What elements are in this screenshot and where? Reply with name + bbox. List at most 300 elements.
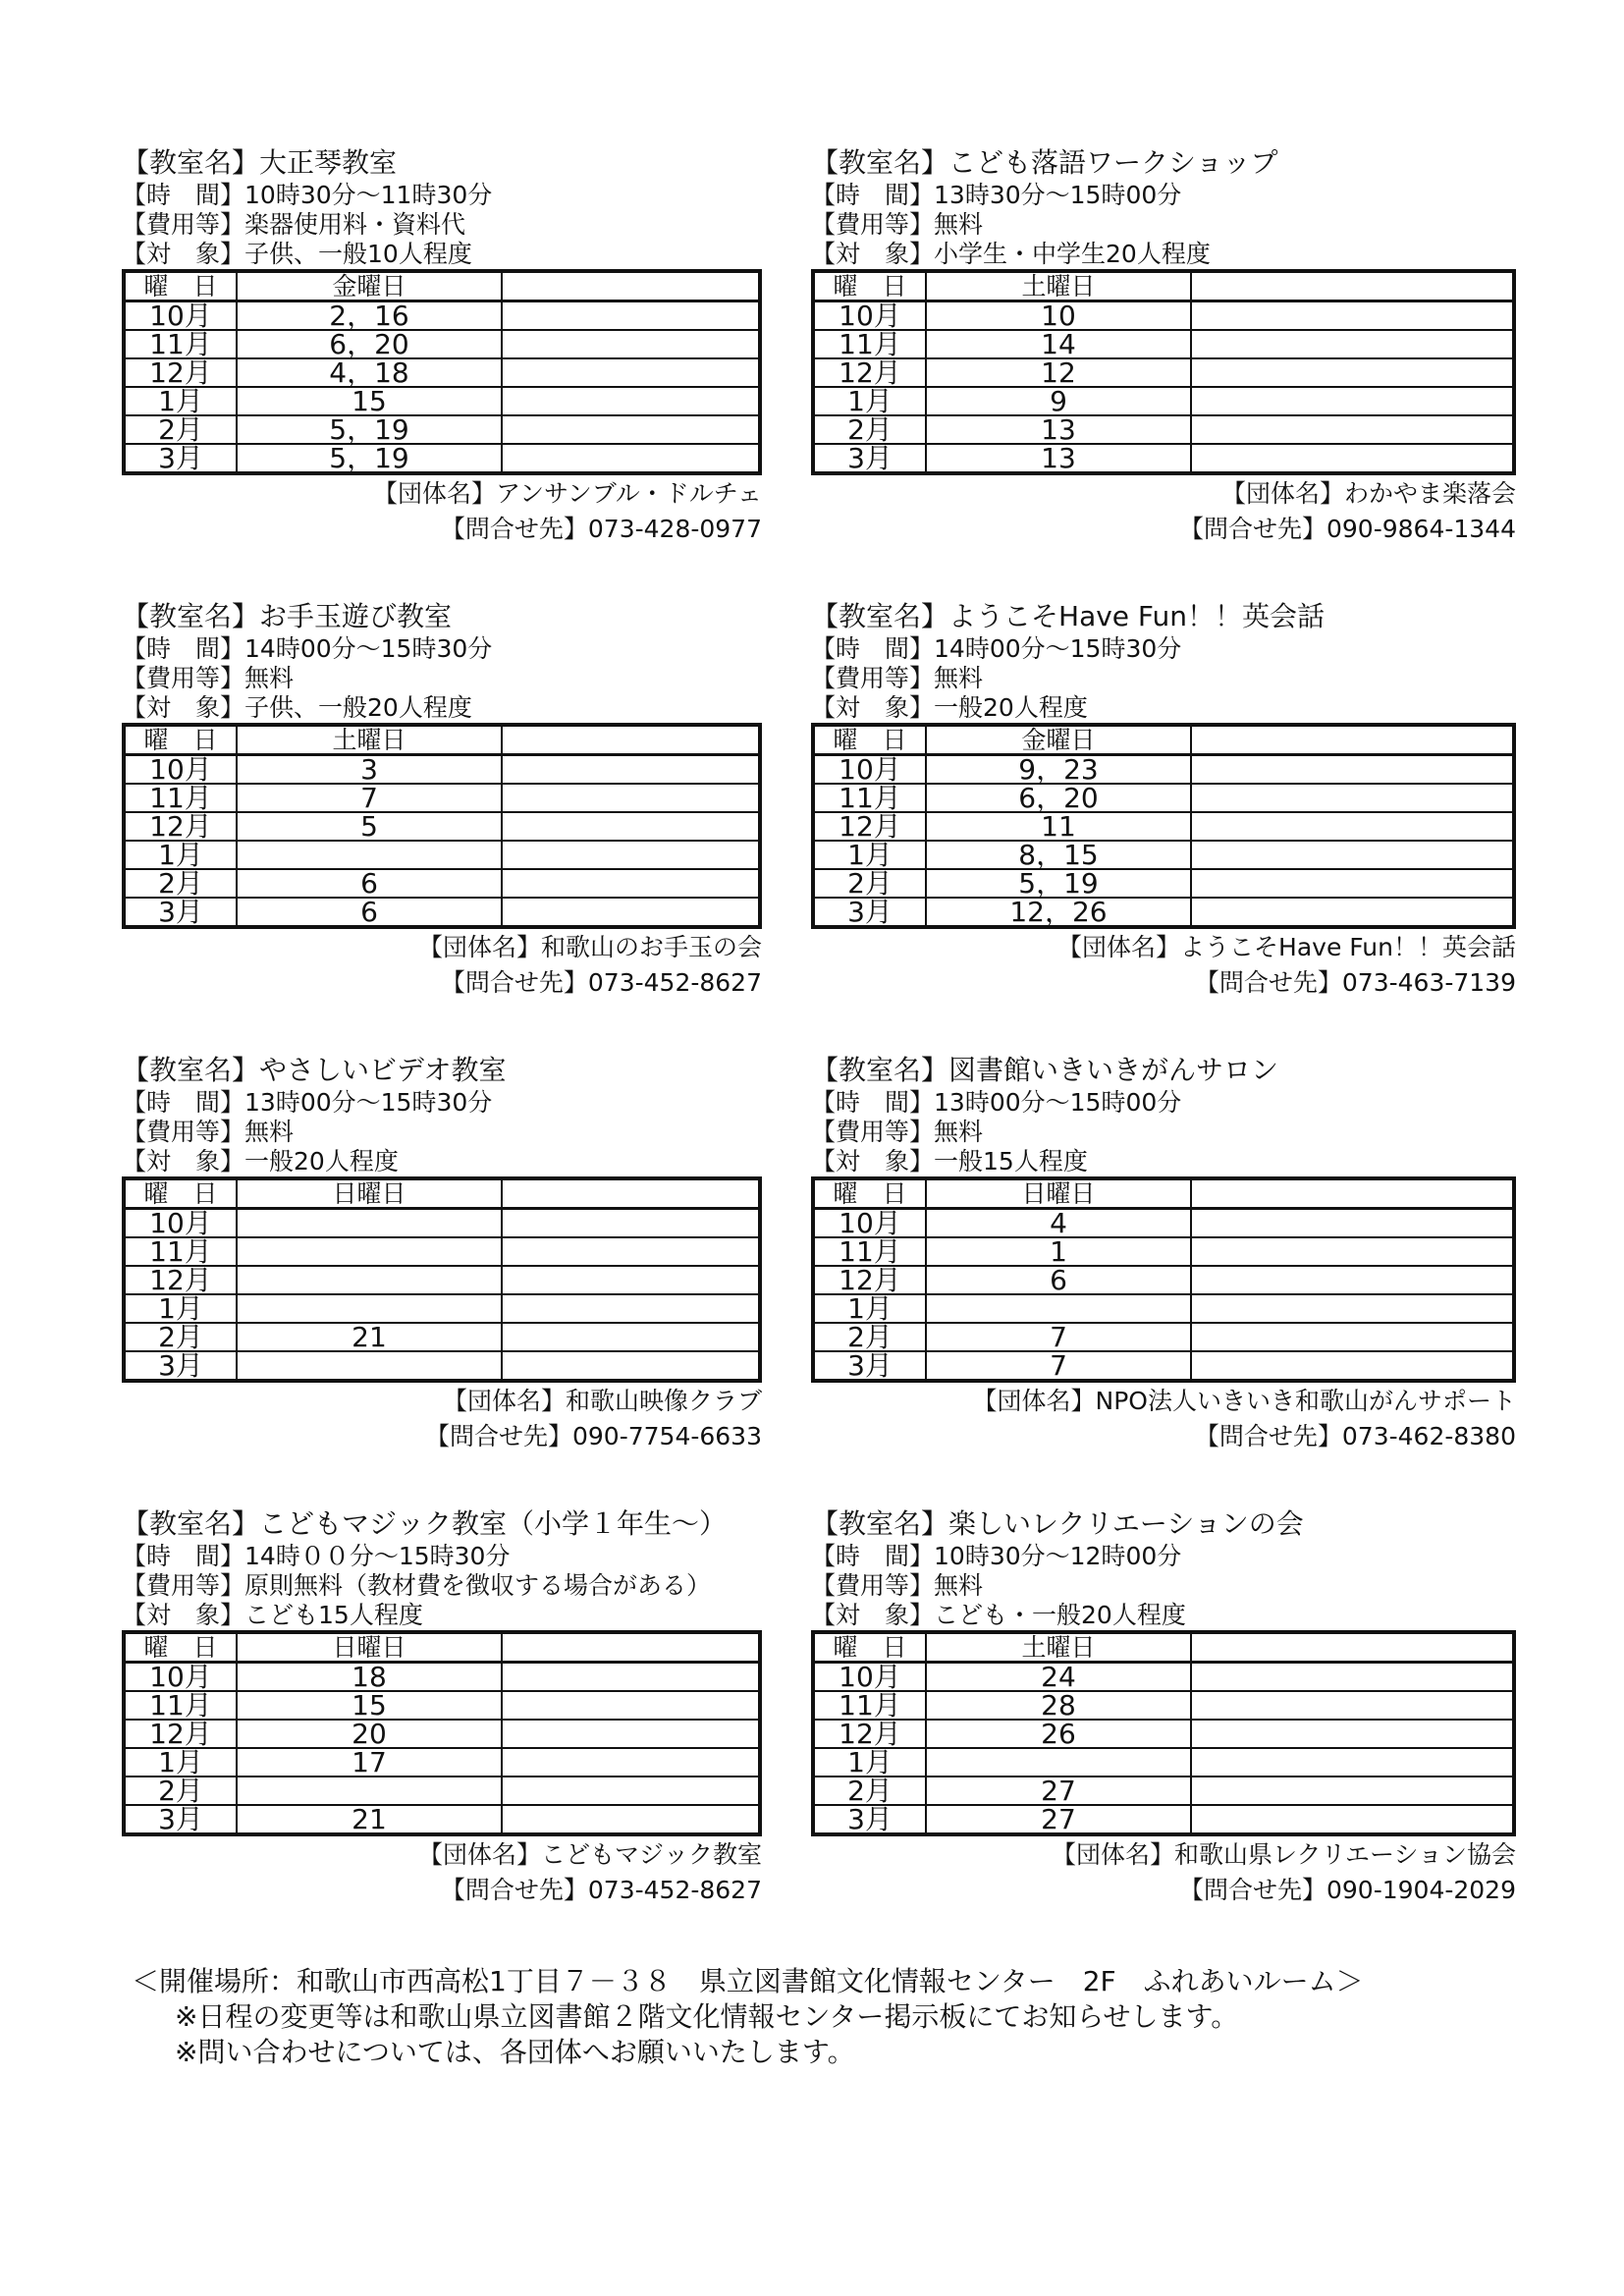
target-label: 【対 象】 xyxy=(811,693,935,722)
class-fee-line xyxy=(122,664,762,693)
org-label: 【団体名】 xyxy=(417,933,541,961)
org-name: 和歌山のお手玉の会 xyxy=(540,933,762,961)
class-name-label: 【教室名】 xyxy=(811,600,949,632)
dates-cell xyxy=(237,841,502,869)
dates-cell xyxy=(237,1294,502,1323)
schedule-row xyxy=(124,784,760,812)
org-label: 【団体名】 xyxy=(372,479,496,508)
class-name: こどもマジック教室（小学１年生～） xyxy=(259,1507,728,1540)
schedule-row xyxy=(124,1351,760,1381)
schedule-row xyxy=(124,1748,760,1777)
blank-header xyxy=(1191,271,1514,301)
blank-cell xyxy=(502,1209,760,1238)
schedule-row xyxy=(124,1805,760,1834)
blank-cell xyxy=(1191,1266,1514,1294)
class-target: 子供、一般10人程度 xyxy=(244,240,472,268)
dates-cell: 5 xyxy=(237,812,502,841)
class-name-label: 【教室名】 xyxy=(122,146,260,179)
month-cell: 11月 xyxy=(124,1237,237,1266)
blank-cell xyxy=(502,415,760,444)
class-info xyxy=(122,599,762,723)
dates-cell xyxy=(237,1777,502,1805)
org-name: NPO法人いきいき和歌山がんサポート xyxy=(1095,1387,1516,1415)
month-cell: 11月 xyxy=(124,330,237,358)
month-cell: 2月 xyxy=(813,1777,926,1805)
class-name: 図書館いきいきがんサロン xyxy=(948,1054,1279,1086)
schedule-row xyxy=(813,812,1514,841)
blank-cell xyxy=(502,1663,760,1692)
schedule-row xyxy=(124,1777,760,1805)
class-target: 子供、一般20人程度 xyxy=(244,693,472,722)
schedule-table xyxy=(811,1176,1516,1383)
time-label: 【時 間】 xyxy=(122,1542,245,1570)
schedule-row xyxy=(813,301,1514,331)
schedule-row xyxy=(124,1323,760,1351)
class-name: 楽しいレクリエーションの会 xyxy=(948,1507,1304,1540)
dates-cell: 18 xyxy=(237,1663,502,1692)
fee-label: 【費用等】 xyxy=(811,210,935,239)
day-header: 曜 日 xyxy=(813,725,926,755)
blank-cell xyxy=(1191,812,1514,841)
dates-cell: 9，23 xyxy=(926,755,1191,785)
org-name-line xyxy=(122,477,762,511)
month-cell: 1月 xyxy=(813,1294,926,1323)
class-target-line xyxy=(811,1601,1516,1630)
blank-cell xyxy=(1191,898,1514,927)
class-name-line xyxy=(122,599,762,634)
blank-cell xyxy=(1191,1748,1514,1777)
org-name-line xyxy=(122,1838,762,1872)
dates-cell: 12，26 xyxy=(926,898,1191,927)
fee-label: 【費用等】 xyxy=(122,1571,245,1600)
contact-line xyxy=(811,1874,1516,1907)
fee-label: 【費用等】 xyxy=(811,1571,935,1600)
blank-cell xyxy=(1191,869,1514,898)
time-label: 【時 間】 xyxy=(811,181,935,209)
schedule-row xyxy=(813,1663,1514,1692)
dates-cell xyxy=(237,1209,502,1238)
dates-cell: 10 xyxy=(926,301,1191,331)
blank-cell xyxy=(502,1351,760,1381)
class-target-line xyxy=(811,1147,1516,1176)
time-label: 【時 間】 xyxy=(122,634,245,663)
schedule-row xyxy=(813,1748,1514,1777)
class-time: 13時30分～15時00分 xyxy=(934,181,1182,209)
org-label: 【団体名】 xyxy=(972,1387,1096,1415)
blank-cell xyxy=(1191,330,1514,358)
schedule-row xyxy=(813,444,1514,473)
class-info xyxy=(811,599,1516,723)
dates-cell: 1 xyxy=(926,1237,1191,1266)
class-name-line xyxy=(811,1053,1516,1088)
class-fee-line xyxy=(122,1118,762,1147)
target-label: 【対 象】 xyxy=(122,1147,245,1175)
class-name-line xyxy=(811,1506,1516,1542)
class-time-line xyxy=(122,181,762,210)
class-time: 13時00分～15時00分 xyxy=(934,1088,1182,1117)
dates-cell: 15 xyxy=(237,387,502,415)
time-label: 【時 間】 xyxy=(122,181,245,209)
contact-phone: 073-428-0977 xyxy=(587,515,762,543)
month-cell: 10月 xyxy=(124,1209,237,1238)
month-cell: 3月 xyxy=(813,1805,926,1834)
schedule-row xyxy=(124,387,760,415)
month-cell: 3月 xyxy=(124,1351,237,1381)
month-cell: 11月 xyxy=(813,784,926,812)
schedule-row xyxy=(124,1237,760,1266)
schedule-table xyxy=(122,1176,762,1383)
class-name: 大正琴教室 xyxy=(259,146,398,179)
fee-label: 【費用等】 xyxy=(811,1118,935,1146)
schedule-row xyxy=(124,1691,760,1720)
dates-cell: 13 xyxy=(926,444,1191,473)
org-name: アンサンブル・ドルチェ xyxy=(495,479,762,508)
org-name: 和歌山県レクリエーション協会 xyxy=(1173,1840,1516,1869)
blank-cell xyxy=(502,755,760,785)
org-name: 和歌山映像クラブ xyxy=(565,1387,762,1415)
class-fee-line xyxy=(811,664,1516,693)
class-fee: 無料 xyxy=(244,1118,295,1146)
dates-cell: 27 xyxy=(926,1805,1191,1834)
org-label: 【団体名】 xyxy=(1220,479,1344,508)
class-name: お手玉遊び教室 xyxy=(259,600,453,632)
dates-cell: 14 xyxy=(926,330,1191,358)
schedule-table xyxy=(811,723,1516,929)
class-block xyxy=(811,1053,1516,1506)
target-label: 【対 象】 xyxy=(122,1601,245,1629)
month-cell: 2月 xyxy=(124,869,237,898)
blank-cell xyxy=(1191,841,1514,869)
schedule-header-row xyxy=(124,1178,760,1209)
dates-cell: 4 xyxy=(926,1209,1191,1238)
month-cell: 10月 xyxy=(813,301,926,331)
month-cell: 12月 xyxy=(813,358,926,387)
month-cell: 11月 xyxy=(124,784,237,812)
contact-line xyxy=(811,513,1516,546)
blank-cell xyxy=(1191,387,1514,415)
dates-cell: 27 xyxy=(926,1777,1191,1805)
month-cell: 3月 xyxy=(124,444,237,473)
blank-cell xyxy=(1191,1663,1514,1692)
dates-cell: 5，19 xyxy=(237,444,502,473)
dates-cell: 5，19 xyxy=(926,869,1191,898)
org-label: 【団体名】 xyxy=(417,1840,541,1869)
blank-cell xyxy=(502,301,760,331)
blank-cell xyxy=(1191,1237,1514,1266)
schedule-row xyxy=(813,1805,1514,1834)
schedule-row xyxy=(124,755,760,785)
fee-label: 【費用等】 xyxy=(122,1118,245,1146)
schedule-row xyxy=(813,415,1514,444)
org-name: こどもマジック教室 xyxy=(540,1840,762,1869)
class-time: 10時30分～12時00分 xyxy=(934,1542,1182,1570)
class-time-line xyxy=(122,1088,762,1118)
schedule-row xyxy=(813,387,1514,415)
dates-cell: 3 xyxy=(237,755,502,785)
blank-cell xyxy=(502,1691,760,1720)
schedule-row xyxy=(124,1294,760,1323)
blank-cell xyxy=(1191,1209,1514,1238)
org-name-line xyxy=(122,931,762,964)
class-fee: 無料 xyxy=(934,664,984,692)
org-name: ようこそHave Fun！！英会話 xyxy=(1180,933,1516,961)
schedule-row xyxy=(813,1351,1514,1381)
contact-phone: 073-463-7139 xyxy=(1341,968,1516,997)
class-time-line xyxy=(122,1542,762,1571)
class-name: こども落語ワークショップ xyxy=(948,146,1278,179)
month-cell: 12月 xyxy=(124,812,237,841)
class-fee: 楽器使用料・資料代 xyxy=(244,210,466,239)
dates-cell: 13 xyxy=(926,415,1191,444)
dates-cell: 17 xyxy=(237,1748,502,1777)
class-name: ようこそHave Fun！！英会話 xyxy=(948,600,1325,632)
dates-cell: 26 xyxy=(926,1720,1191,1748)
month-cell: 11月 xyxy=(124,1691,237,1720)
schedule-row xyxy=(813,1323,1514,1351)
class-info xyxy=(811,1506,1516,1630)
contact-phone: 090-1904-2029 xyxy=(1326,1876,1516,1904)
org-name-line xyxy=(811,931,1516,964)
target-label: 【対 象】 xyxy=(122,693,245,722)
dates-cell xyxy=(926,1748,1191,1777)
time-label: 【時 間】 xyxy=(811,1542,935,1570)
class-block xyxy=(122,1053,762,1506)
blank-cell xyxy=(1191,755,1514,785)
dates-cell: 7 xyxy=(926,1323,1191,1351)
contact-label: 【問合せ先】 xyxy=(1178,515,1326,543)
schedule-row xyxy=(813,1294,1514,1323)
contact-line xyxy=(122,513,762,546)
day-header: 曜 日 xyxy=(124,1632,237,1663)
org-label: 【団体名】 xyxy=(1051,1840,1174,1869)
month-cell: 1月 xyxy=(124,841,237,869)
schedule-row xyxy=(813,784,1514,812)
class-block xyxy=(122,145,762,599)
blank-header xyxy=(1191,725,1514,755)
class-name-label: 【教室名】 xyxy=(122,1054,260,1086)
blank-cell xyxy=(1191,1351,1514,1381)
weekday-header: 土曜日 xyxy=(237,725,502,755)
class-fee-line xyxy=(811,1571,1516,1601)
contact-phone: 090-9864-1344 xyxy=(1326,515,1516,543)
contact-line xyxy=(811,1420,1516,1453)
dates-cell: 6，20 xyxy=(926,784,1191,812)
month-cell: 3月 xyxy=(124,898,237,927)
target-label: 【対 象】 xyxy=(811,240,935,268)
blank-header xyxy=(502,1178,760,1209)
schedule-row xyxy=(124,330,760,358)
dates-cell: 5，19 xyxy=(237,415,502,444)
venue-line: ＜開催場所：和歌山市西高松1丁目７－３８ 県立図書館文化情報センター 2F ふれあいルーム＞ xyxy=(132,1965,1364,1997)
schedule-row xyxy=(813,869,1514,898)
footer-notes xyxy=(132,1964,1364,2070)
month-cell: 3月 xyxy=(813,444,926,473)
contact-label: 【問合せ先】 xyxy=(440,515,588,543)
fee-label: 【費用等】 xyxy=(122,664,245,692)
dates-cell: 6，20 xyxy=(237,330,502,358)
schedule-row xyxy=(124,869,760,898)
dates-cell xyxy=(237,1351,502,1381)
org-name-line xyxy=(811,1838,1516,1872)
contact-label: 【問合せ先】 xyxy=(440,968,588,997)
blank-cell xyxy=(502,1323,760,1351)
blank-cell xyxy=(502,358,760,387)
dates-cell: 9 xyxy=(926,387,1191,415)
class-name-label: 【教室名】 xyxy=(811,146,949,179)
class-name-line xyxy=(122,1053,762,1088)
weekday-header: 金曜日 xyxy=(237,271,502,301)
blank-cell xyxy=(502,330,760,358)
class-time: 10時30分～11時30分 xyxy=(244,181,493,209)
schedule-table xyxy=(122,1630,762,1836)
class-block xyxy=(122,1506,762,1960)
blank-cell xyxy=(502,1748,760,1777)
blank-cell xyxy=(1191,1323,1514,1351)
day-header: 曜 日 xyxy=(124,725,237,755)
schedule-header-row xyxy=(124,1632,760,1663)
schedule-table xyxy=(122,269,762,475)
class-target-line xyxy=(122,240,762,269)
schedule-row xyxy=(124,1266,760,1294)
blank-cell xyxy=(1191,1777,1514,1805)
blank-cell xyxy=(1191,415,1514,444)
month-cell: 1月 xyxy=(124,1748,237,1777)
month-cell: 10月 xyxy=(813,1663,926,1692)
month-cell: 1月 xyxy=(124,1294,237,1323)
time-label: 【時 間】 xyxy=(811,1088,935,1117)
dates-cell: 20 xyxy=(237,1720,502,1748)
class-block xyxy=(811,145,1516,599)
org-name-line xyxy=(811,1385,1516,1418)
month-cell: 2月 xyxy=(813,1323,926,1351)
class-time: 14時００分～15時30分 xyxy=(244,1542,511,1570)
blank-cell xyxy=(502,841,760,869)
day-header: 曜 日 xyxy=(813,271,926,301)
schedule-row xyxy=(124,1663,760,1692)
blank-cell xyxy=(1191,1805,1514,1834)
class-fee: 無料 xyxy=(934,1571,984,1600)
schedule-row xyxy=(813,755,1514,785)
dates-cell xyxy=(926,1294,1191,1323)
weekday-header: 土曜日 xyxy=(926,271,1191,301)
weekday-header: 日曜日 xyxy=(237,1178,502,1209)
class-target-line xyxy=(122,1601,762,1630)
class-target: 小学生・中学生20人程度 xyxy=(934,240,1211,268)
month-cell: 12月 xyxy=(813,1266,926,1294)
day-header: 曜 日 xyxy=(124,271,237,301)
blank-cell xyxy=(1191,358,1514,387)
target-label: 【対 象】 xyxy=(811,1147,935,1175)
class-info xyxy=(122,1506,762,1630)
class-info xyxy=(122,145,762,269)
dates-cell: 15 xyxy=(237,1691,502,1720)
schedule-header-row xyxy=(813,1178,1514,1209)
blank-header xyxy=(502,725,760,755)
schedule-row xyxy=(813,1209,1514,1238)
class-block xyxy=(122,599,762,1053)
class-time-line xyxy=(811,634,1516,664)
class-name-line xyxy=(811,599,1516,634)
blank-cell xyxy=(502,869,760,898)
class-target: こども・一般20人程度 xyxy=(934,1601,1186,1629)
month-cell: 1月 xyxy=(813,387,926,415)
month-cell: 2月 xyxy=(124,1323,237,1351)
schedule-row xyxy=(813,1237,1514,1266)
class-fee-line xyxy=(122,1571,762,1601)
dates-cell: 21 xyxy=(237,1805,502,1834)
class-name-line xyxy=(122,1506,762,1542)
org-name-line xyxy=(811,477,1516,511)
contact-line xyxy=(122,1420,762,1453)
class-time: 14時00分～15時30分 xyxy=(244,634,493,663)
weekday-header: 日曜日 xyxy=(237,1632,502,1663)
contact-label: 【問合せ先】 xyxy=(1194,968,1342,997)
schedule-header-row xyxy=(813,271,1514,301)
dates-cell: 6 xyxy=(926,1266,1191,1294)
contact-label: 【問合せ先】 xyxy=(424,1422,572,1450)
blank-cell xyxy=(1191,1294,1514,1323)
schedule-header-row xyxy=(124,271,760,301)
blank-cell xyxy=(502,812,760,841)
class-info xyxy=(811,145,1516,269)
contact-line xyxy=(811,966,1516,1000)
month-cell: 2月 xyxy=(813,415,926,444)
month-cell: 10月 xyxy=(124,1663,237,1692)
inquiry-note: ※問い合わせについては、各団体へお願いいたします。 xyxy=(175,2036,855,2068)
blank-cell xyxy=(502,898,760,927)
class-fee: 無料 xyxy=(934,1118,984,1146)
dates-cell: 8，15 xyxy=(926,841,1191,869)
schedule-row xyxy=(813,358,1514,387)
org-label: 【団体名】 xyxy=(1057,933,1181,961)
weekday-header: 金曜日 xyxy=(926,725,1191,755)
month-cell: 3月 xyxy=(813,898,926,927)
class-schedule-grid xyxy=(122,145,1516,1960)
org-label: 【団体名】 xyxy=(442,1387,566,1415)
contact-phone: 090-7754-6633 xyxy=(571,1422,762,1450)
month-cell: 11月 xyxy=(813,1237,926,1266)
dates-cell xyxy=(237,1237,502,1266)
class-target: 一般15人程度 xyxy=(934,1147,1088,1175)
weekday-header: 土曜日 xyxy=(926,1632,1191,1663)
blank-header xyxy=(502,271,760,301)
class-name: やさしいビデオ教室 xyxy=(259,1054,507,1086)
dates-cell: 24 xyxy=(926,1663,1191,1692)
weekday-header: 日曜日 xyxy=(926,1178,1191,1209)
dates-cell xyxy=(237,1266,502,1294)
blank-header xyxy=(1191,1632,1514,1663)
month-cell: 12月 xyxy=(124,1720,237,1748)
contact-phone: 073-452-8627 xyxy=(587,1876,762,1904)
month-cell: 11月 xyxy=(813,330,926,358)
class-fee: 無料 xyxy=(244,664,295,692)
day-header: 曜 日 xyxy=(124,1178,237,1209)
dates-cell: 4，18 xyxy=(237,358,502,387)
contact-phone: 073-452-8627 xyxy=(587,968,762,997)
blank-header xyxy=(1191,1178,1514,1209)
class-target: こども15人程度 xyxy=(244,1601,423,1629)
blank-cell xyxy=(502,1805,760,1834)
blank-cell xyxy=(502,1266,760,1294)
schedule-row xyxy=(124,444,760,473)
month-cell: 10月 xyxy=(813,1209,926,1238)
blank-cell xyxy=(502,1720,760,1748)
contact-line xyxy=(122,966,762,1000)
day-header: 曜 日 xyxy=(813,1632,926,1663)
time-label: 【時 間】 xyxy=(811,634,935,663)
schedule-row xyxy=(813,841,1514,869)
month-cell: 12月 xyxy=(813,1720,926,1748)
